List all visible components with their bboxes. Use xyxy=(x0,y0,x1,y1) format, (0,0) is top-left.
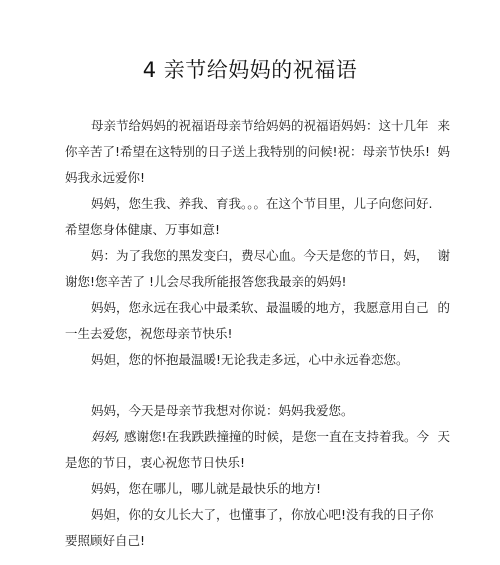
line-text: 希望您身体健康、万事如意! xyxy=(65,222,221,237)
line-text: 母亲节给妈妈的祝福语母亲节给妈妈的祝福语妈妈：这十几年 xyxy=(91,118,429,133)
paragraph-gap xyxy=(65,373,450,398)
paragraph-line xyxy=(65,139,450,165)
line-text: 是您的节日，衷心祝您节日快乐! xyxy=(65,455,246,470)
line-text: 妈妈，您生我、养我、育我。。。在这个节目里，儿子向您问好. xyxy=(91,196,433,211)
line-rest: 感谢您!在我跌跌撞撞的时候，是您一直在支持着我。今 xyxy=(119,429,429,444)
line-text: 妈妲，你的女儿长大了，也懂事了，你放心吧!没有我的日子你 xyxy=(91,507,434,522)
paragraph-line xyxy=(65,398,450,424)
line-end: 来 xyxy=(437,118,450,133)
paragraph-line xyxy=(65,165,450,191)
paragraph-line xyxy=(65,295,450,321)
paragraph-line xyxy=(65,269,450,295)
line-text: 要照顾好自己! xyxy=(65,533,146,548)
paragraph-line xyxy=(65,243,450,269)
paragraph-line xyxy=(65,424,450,450)
line-text: 妈妈，今天是母亲节我想对你说：妈妈我爱您。 xyxy=(91,403,354,418)
line-text: 谢您!您辛苦了 !儿会尽我所能报答您我最亲的妈妈! xyxy=(65,274,347,289)
line-text: 你辛苦了!希望在这特别的日子送上我特别的问候!祝：母亲节快乐! xyxy=(65,144,431,159)
line-end: 天 xyxy=(437,429,450,444)
line-text: 妈妲，您的怀抱最温暖!无论我走多远，心中永远眷恋您。 xyxy=(91,352,409,367)
line-text: 妈：为了我您的黑发变臼，费尽心血。今天是您的节日，妈， xyxy=(91,248,429,263)
paragraph-line xyxy=(65,191,450,217)
paragraph-line xyxy=(65,321,450,347)
paragraph-line xyxy=(65,528,450,554)
line-end: 谢 xyxy=(437,248,450,263)
line-text: 妈妈，您永远在我心中最柔软、最温暖的地方，我愿意用自己 xyxy=(91,300,429,315)
line-text: 妈我永远爱你! xyxy=(65,170,146,185)
line-text: 一生去爱您，祝您母亲节快乐! xyxy=(65,326,233,341)
line-text: 妈妈，您在哪儿，哪儿就是最快乐的地方! xyxy=(91,481,322,496)
line-lead: 妈妈, xyxy=(91,429,120,444)
line-end: 的 xyxy=(437,300,450,315)
paragraph-line xyxy=(65,347,450,373)
paragraph-line xyxy=(65,502,450,528)
document-body xyxy=(65,113,450,554)
document-title: 4 亲节给妈妈的祝福语 xyxy=(142,58,358,82)
paragraph-line xyxy=(65,217,450,243)
line-text xyxy=(91,424,429,450)
paragraph-line xyxy=(65,450,450,476)
line-end: 妈 xyxy=(437,144,450,159)
paragraph-line xyxy=(65,476,450,502)
paragraph-line xyxy=(65,113,450,139)
